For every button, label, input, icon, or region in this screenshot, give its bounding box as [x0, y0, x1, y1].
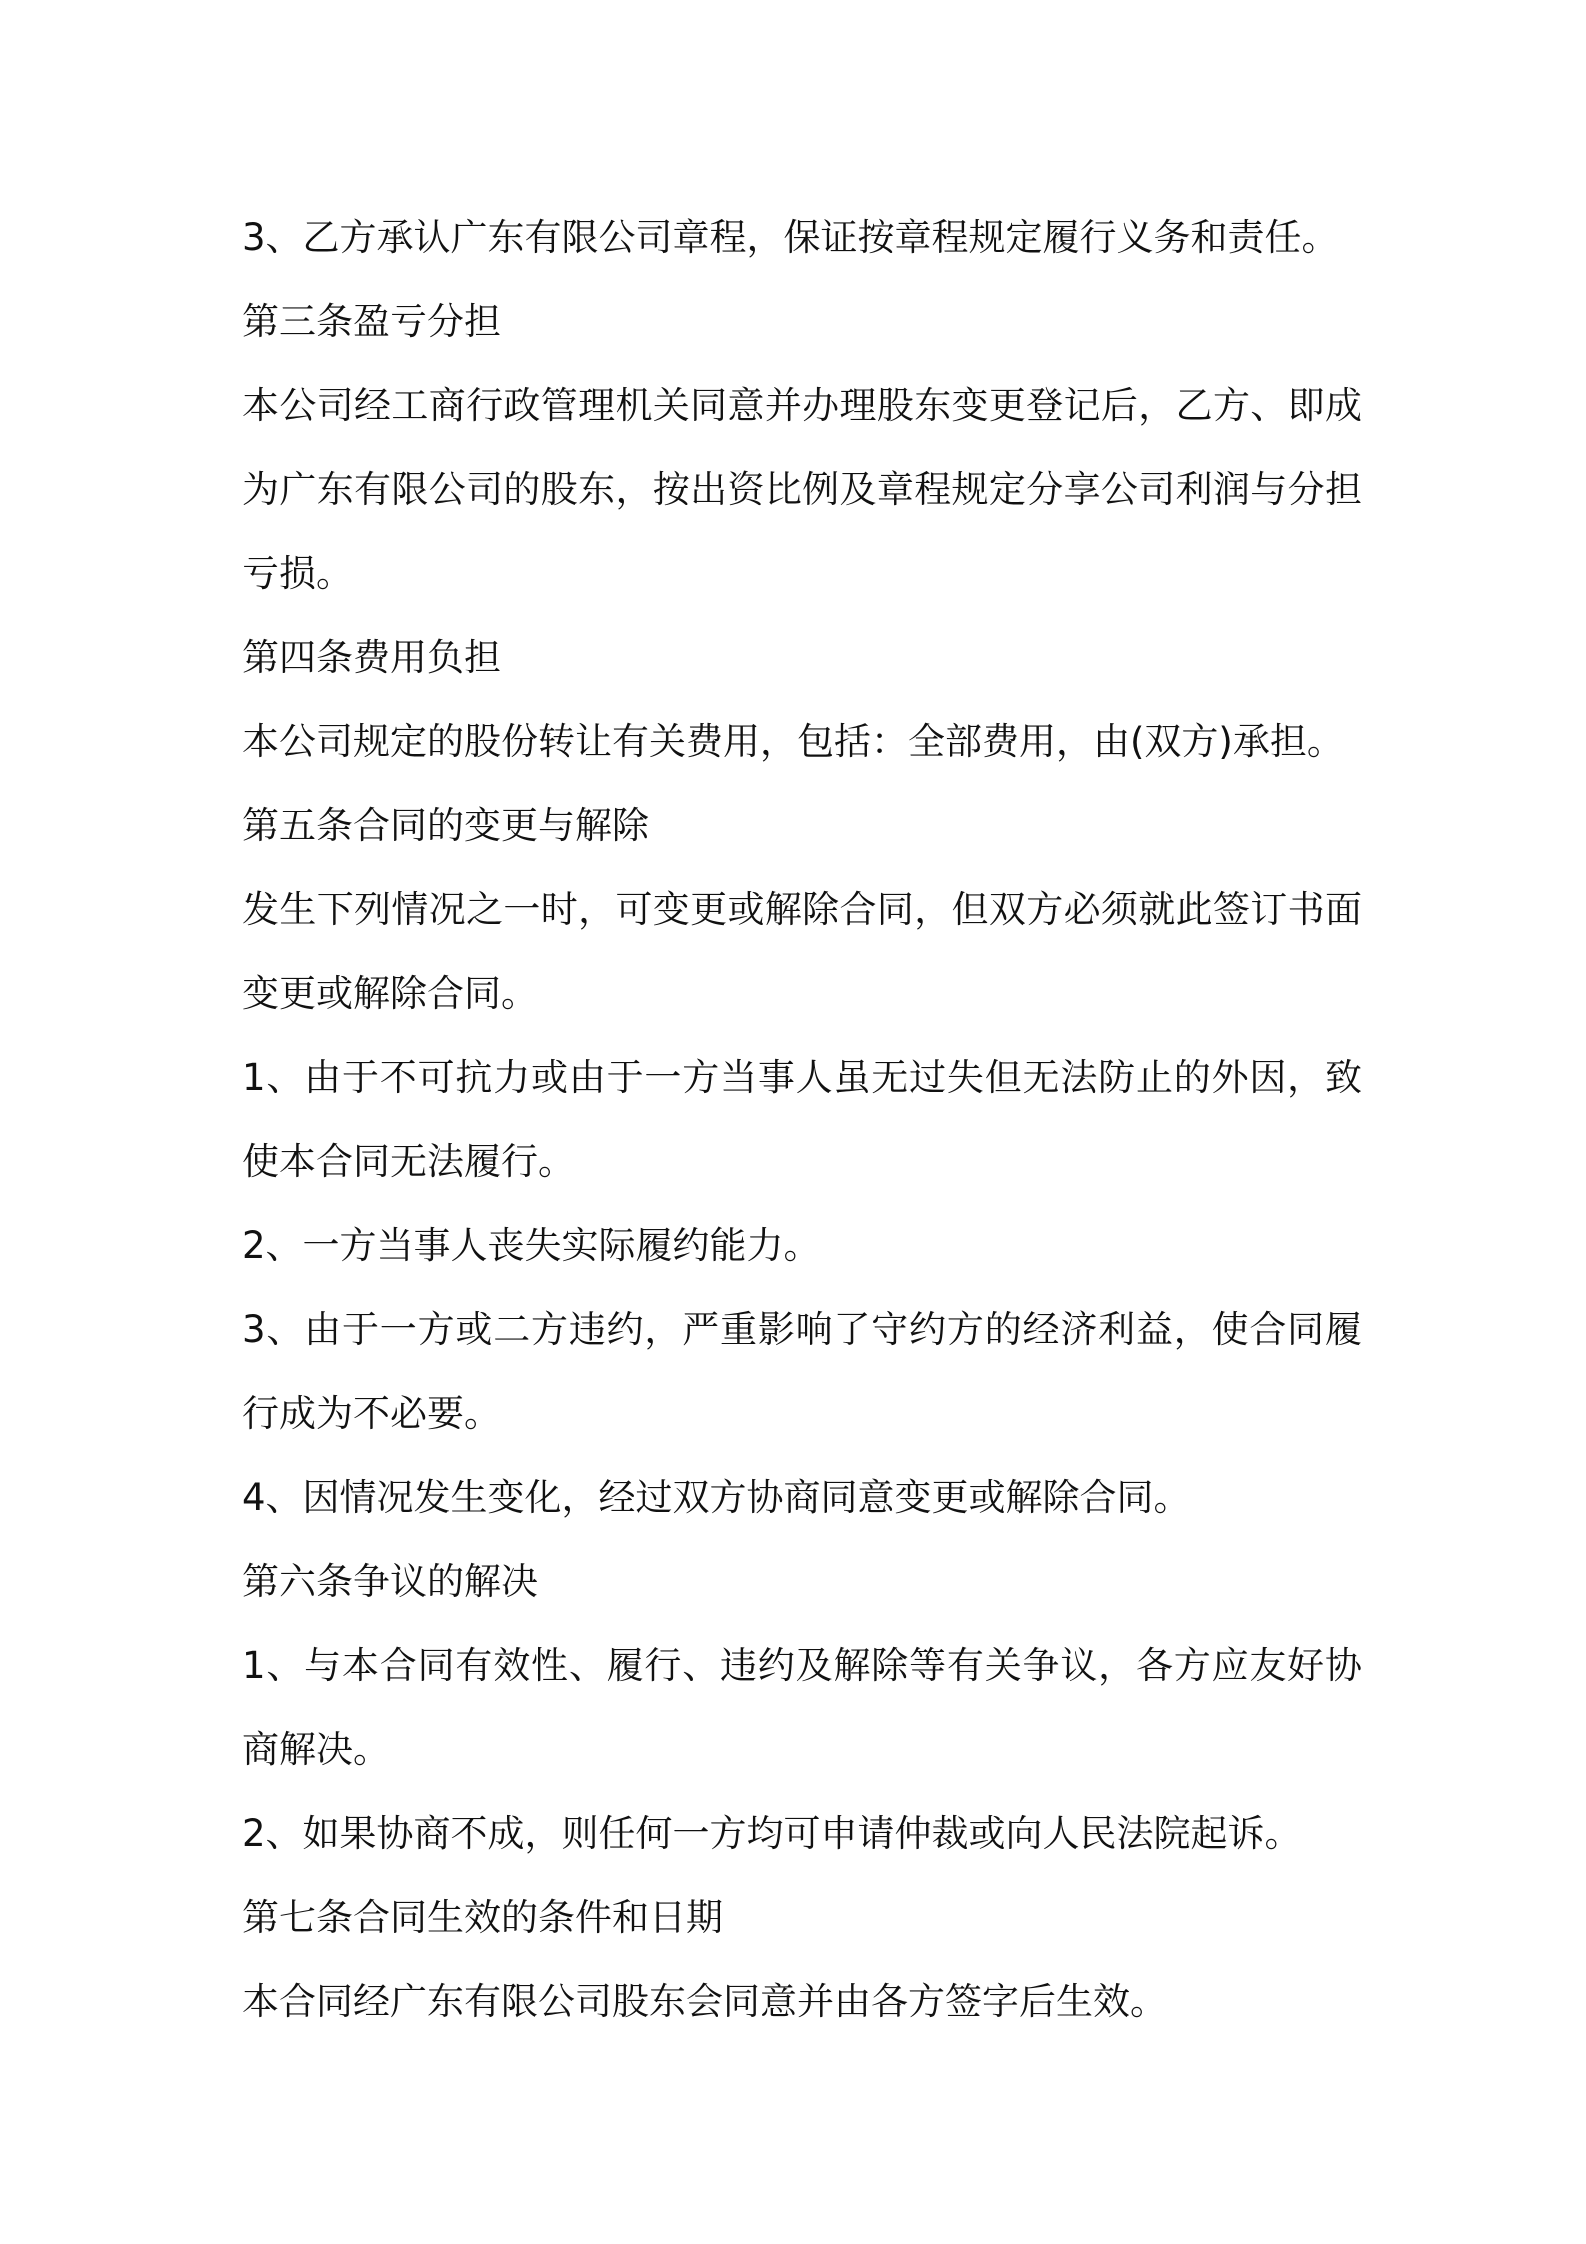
list-item-1: 1、由于不可抗力或由于一方当事人虽无过失但无法防止的外因，致 — [242, 1056, 1362, 1099]
list-item-2: 2、如果协商不成，则任何一方均可申请仲裁或向人民法院起诉。 — [242, 1812, 1302, 1855]
paragraph-line: 本公司经工商行政管理机关同意并办理股东变更登记后，乙方、即成 — [242, 384, 1362, 427]
heading-article-3: 第三条盈亏分担 — [242, 300, 501, 343]
paragraph-line: 为广东有限公司的股东，按出资比例及章程规定分享公司利润与分担 — [242, 468, 1362, 511]
list-item-3-cont: 行成为不必要。 — [242, 1392, 501, 1435]
paragraph-line: 亏损。 — [242, 552, 353, 595]
list-item-1-cont: 使本合同无法履行。 — [242, 1140, 575, 1183]
heading-article-5: 第五条合同的变更与解除 — [242, 804, 649, 847]
list-item-1-cont: 商解决。 — [242, 1728, 390, 1771]
paragraph-line: 发生下列情况之一时，可变更或解除合同，但双方必须就此签订书面 — [242, 888, 1362, 931]
list-item-4: 4、因情况发生变化，经过双方协商同意变更或解除合同。 — [242, 1476, 1191, 1519]
document-body — [242, 196, 1362, 2044]
list-item-1: 1、与本合同有效性、履行、违约及解除等有关争议，各方应友好协 — [242, 1644, 1362, 1687]
list-item-3: 3、由于一方或二方违约，严重影响了守约方的经济利益，使合同履 — [242, 1308, 1362, 1351]
paragraph-line: 变更或解除合同。 — [242, 972, 538, 1015]
heading-article-4: 第四条费用负担 — [242, 636, 501, 679]
heading-article-6: 第六条争议的解决 — [242, 1560, 538, 1603]
list-item-2: 2、一方当事人丧失实际履约能力。 — [242, 1224, 821, 1267]
paragraph-line: 本合同经广东有限公司股东会同意并由各方签字后生效。 — [242, 1980, 1167, 2023]
heading-article-7: 第七条合同生效的条件和日期 — [242, 1896, 723, 1939]
paragraph-line: 本公司规定的股份转让有关费用，包括：全部费用，由(双方)承担。 — [242, 720, 1344, 763]
clause-3-text: 3、乙方承认广东有限公司章程，保证按章程规定履行义务和责任。 — [242, 216, 1339, 259]
